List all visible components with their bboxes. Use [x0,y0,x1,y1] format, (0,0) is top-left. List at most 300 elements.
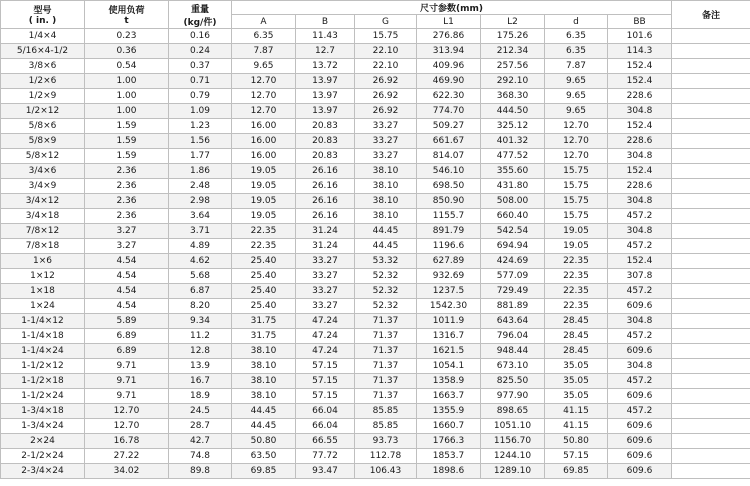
table-row [1,389,750,404]
cell-bb: 152.4 [608,74,672,89]
cell-g: 38.10 [355,179,417,194]
cell-l2: 977.90 [481,389,545,404]
cell-bb: 609.6 [608,299,672,314]
table-row [1,314,750,329]
cell-l2: 673.10 [481,359,545,374]
cell-remark [672,344,750,359]
cell-g: 33.27 [355,119,417,134]
cell-l1: 698.50 [417,179,481,194]
cell-d: 57.15 [545,449,608,464]
cell-remark [672,419,750,434]
cell-a: 22.35 [232,239,296,254]
cell-l2: 948.44 [481,344,545,359]
cell-remark [672,329,750,344]
table-row [1,224,750,239]
cell-d: 9.65 [545,89,608,104]
cell-model: 1×12 [1,269,85,284]
header-row [1,1,750,15]
cell-a: 6.35 [232,29,296,44]
cell-remark [672,239,750,254]
cell-weight: 4.62 [169,254,232,269]
cell-weight: 16.7 [169,374,232,389]
cell-a: 12.70 [232,89,296,104]
cell-b: 13.97 [296,89,355,104]
cell-weight: 1.56 [169,134,232,149]
cell-bb: 152.4 [608,164,672,179]
table-row [1,44,750,59]
cell-l1: 1542.30 [417,299,481,314]
cell-l2: 643.64 [481,314,545,329]
cell-b: 26.16 [296,164,355,179]
col-header-l1: L1 [417,15,481,29]
cell-g: 26.92 [355,104,417,119]
cell-a: 38.10 [232,374,296,389]
cell-d: 50.80 [545,434,608,449]
cell-l1: 313.94 [417,44,481,59]
cell-d: 6.35 [545,44,608,59]
table-row [1,449,750,464]
cell-l1: 1853.7 [417,449,481,464]
table-row [1,419,750,434]
cell-load: 6.89 [85,344,169,359]
cell-a: 38.10 [232,359,296,374]
cell-l1: 622.30 [417,89,481,104]
cell-d: 15.75 [545,164,608,179]
cell-model: 1-1/2×18 [1,374,85,389]
cell-l2: 257.56 [481,59,545,74]
cell-a: 19.05 [232,194,296,209]
cell-d: 15.75 [545,179,608,194]
cell-g: 71.37 [355,314,417,329]
cell-load: 2.36 [85,194,169,209]
cell-model: 2-3/4×24 [1,464,85,479]
cell-a: 38.10 [232,344,296,359]
cell-d: 35.05 [545,389,608,404]
cell-g: 33.27 [355,149,417,164]
cell-l1: 627.89 [417,254,481,269]
cell-load: 1.00 [85,104,169,119]
table-row [1,164,750,179]
cell-l1: 661.67 [417,134,481,149]
cell-l1: 1660.7 [417,419,481,434]
cell-weight: 11.2 [169,329,232,344]
cell-l1: 1316.7 [417,329,481,344]
cell-d: 22.35 [545,299,608,314]
cell-l1: 1196.6 [417,239,481,254]
cell-model: 2-1/2×24 [1,449,85,464]
cell-remark [672,314,750,329]
table-row [1,464,750,479]
cell-d: 22.35 [545,269,608,284]
cell-weight: 12.8 [169,344,232,359]
weight-unit: (kg/件) [183,17,217,28]
cell-remark [672,284,750,299]
cell-load: 1.59 [85,134,169,149]
cell-d: 22.35 [545,284,608,299]
cell-l2: 577.09 [481,269,545,284]
cell-a: 31.75 [232,314,296,329]
cell-b: 33.27 [296,269,355,284]
cell-remark [672,464,750,479]
col-header-bb: BB [608,15,672,29]
cell-b: 26.16 [296,194,355,209]
cell-remark [672,254,750,269]
cell-remark [672,359,750,374]
cell-bb: 457.2 [608,239,672,254]
cell-l2: 368.30 [481,89,545,104]
cell-l2: 1244.10 [481,449,545,464]
cell-g: 71.37 [355,329,417,344]
col-header-b: B [296,15,355,29]
cell-l2: 325.12 [481,119,545,134]
cell-l1: 276.86 [417,29,481,44]
cell-l1: 850.90 [417,194,481,209]
cell-a: 19.05 [232,209,296,224]
cell-load: 3.27 [85,224,169,239]
cell-d: 15.75 [545,194,608,209]
cell-model: 1-3/4×24 [1,419,85,434]
cell-a: 25.40 [232,299,296,314]
cell-weight: 13.9 [169,359,232,374]
cell-a: 25.40 [232,284,296,299]
cell-weight: 0.71 [169,74,232,89]
cell-d: 35.05 [545,374,608,389]
cell-bb: 152.4 [608,59,672,74]
cell-d: 12.70 [545,134,608,149]
cell-bb: 228.6 [608,89,672,104]
cell-model: 1×6 [1,254,85,269]
cell-load: 4.54 [85,284,169,299]
cell-a: 9.65 [232,59,296,74]
cell-bb: 304.8 [608,224,672,239]
cell-g: 52.32 [355,269,417,284]
cell-model: 2×24 [1,434,85,449]
cell-d: 41.15 [545,404,608,419]
cell-weight: 89.8 [169,464,232,479]
cell-load: 3.27 [85,239,169,254]
cell-bb: 457.2 [608,209,672,224]
cell-bb: 457.2 [608,329,672,344]
cell-weight: 1.09 [169,104,232,119]
cell-load: 2.36 [85,209,169,224]
cell-load: 4.54 [85,299,169,314]
cell-weight: 0.79 [169,89,232,104]
cell-model: 3/8×6 [1,59,85,74]
cell-bb: 609.6 [608,464,672,479]
cell-a: 16.00 [232,134,296,149]
cell-model: 3/4×12 [1,194,85,209]
cell-g: 93.73 [355,434,417,449]
table-row [1,59,750,74]
cell-a: 12.70 [232,104,296,119]
cell-load: 9.71 [85,359,169,374]
cell-bb: 152.4 [608,254,672,269]
cell-d: 9.65 [545,104,608,119]
cell-d: 28.45 [545,329,608,344]
cell-weight: 6.87 [169,284,232,299]
cell-l1: 1663.7 [417,389,481,404]
cell-model: 1×18 [1,284,85,299]
table-row [1,359,750,374]
table-row [1,329,750,344]
cell-remark [672,164,750,179]
cell-load: 16.78 [85,434,169,449]
table-row [1,149,750,164]
cell-g: 71.37 [355,344,417,359]
cell-l2: 660.40 [481,209,545,224]
cell-b: 66.55 [296,434,355,449]
cell-weight: 28.7 [169,419,232,434]
model-unit: ( in. ) [28,16,57,26]
cell-l2: 796.04 [481,329,545,344]
cell-a: 16.00 [232,119,296,134]
cell-bb: 457.2 [608,404,672,419]
col-header-load [85,1,169,29]
table-row [1,269,750,284]
cell-bb: 101.6 [608,29,672,44]
cell-model: 3/4×9 [1,179,85,194]
col-header-l2: L2 [481,15,545,29]
cell-l1: 891.79 [417,224,481,239]
cell-bb: 609.6 [608,434,672,449]
cell-l1: 774.70 [417,104,481,119]
cell-load: 1.59 [85,119,169,134]
table-row [1,209,750,224]
cell-a: 44.45 [232,404,296,419]
cell-l1: 814.07 [417,149,481,164]
cell-model: 1/2×6 [1,74,85,89]
cell-d: 69.85 [545,464,608,479]
cell-b: 66.04 [296,404,355,419]
cell-b: 20.83 [296,119,355,134]
cell-l1: 409.96 [417,59,481,74]
cell-load: 4.54 [85,269,169,284]
cell-l2: 825.50 [481,374,545,389]
cell-b: 20.83 [296,149,355,164]
cell-load: 1.59 [85,149,169,164]
cell-g: 53.32 [355,254,417,269]
cell-l1: 1011.9 [417,314,481,329]
cell-l1: 509.27 [417,119,481,134]
cell-g: 85.85 [355,404,417,419]
cell-weight: 0.16 [169,29,232,44]
cell-a: 22.35 [232,224,296,239]
cell-load: 9.71 [85,374,169,389]
cell-load: 34.02 [85,464,169,479]
cell-l2: 542.54 [481,224,545,239]
cell-remark [672,434,750,449]
cell-d: 7.87 [545,59,608,74]
cell-bb: 457.2 [608,284,672,299]
cell-g: 44.45 [355,224,417,239]
cell-l1: 1237.5 [417,284,481,299]
table-row [1,29,750,44]
cell-remark [672,224,750,239]
cell-b: 20.83 [296,134,355,149]
cell-weight: 1.23 [169,119,232,134]
cell-remark [672,374,750,389]
cell-bb: 228.6 [608,179,672,194]
cell-d: 9.65 [545,74,608,89]
cell-g: 38.10 [355,209,417,224]
cell-remark [672,179,750,194]
cell-remark [672,299,750,314]
cell-b: 26.16 [296,209,355,224]
cell-model: 1-1/4×24 [1,344,85,359]
cell-b: 13.72 [296,59,355,74]
cell-bb: 152.4 [608,119,672,134]
cell-weight: 3.71 [169,224,232,239]
cell-d: 15.75 [545,209,608,224]
cell-weight: 4.89 [169,239,232,254]
table-row [1,194,750,209]
cell-b: 57.15 [296,374,355,389]
cell-b: 77.72 [296,449,355,464]
cell-d: 6.35 [545,29,608,44]
cell-model: 1/4×4 [1,29,85,44]
cell-b: 33.27 [296,299,355,314]
cell-b: 47.24 [296,314,355,329]
cell-a: 44.45 [232,419,296,434]
cell-weight: 0.24 [169,44,232,59]
cell-remark [672,134,750,149]
cell-b: 66.04 [296,419,355,434]
cell-a: 31.75 [232,329,296,344]
cell-l1: 932.69 [417,269,481,284]
cell-l1: 1358.9 [417,374,481,389]
cell-model: 7/8×12 [1,224,85,239]
cell-remark [672,59,750,74]
cell-a: 38.10 [232,389,296,404]
cell-model: 5/8×6 [1,119,85,134]
table-row [1,434,750,449]
cell-weight: 2.98 [169,194,232,209]
cell-model: 1-1/4×18 [1,329,85,344]
table-row [1,89,750,104]
cell-model: 1-1/2×12 [1,359,85,374]
cell-b: 13.97 [296,74,355,89]
cell-l2: 508.00 [481,194,545,209]
model-label: 型号 [33,6,52,16]
cell-a: 12.70 [232,74,296,89]
cell-remark [672,89,750,104]
cell-a: 50.80 [232,434,296,449]
cell-d: 28.45 [545,344,608,359]
cell-model: 7/8×18 [1,239,85,254]
cell-weight: 1.77 [169,149,232,164]
cell-g: 15.75 [355,29,417,44]
cell-l2: 881.89 [481,299,545,314]
cell-l2: 401.32 [481,134,545,149]
cell-remark [672,149,750,164]
cell-l1: 1054.1 [417,359,481,374]
cell-a: 19.05 [232,179,296,194]
cell-b: 47.24 [296,344,355,359]
cell-l2: 1156.70 [481,434,545,449]
col-header-remark: 备注 [672,1,750,29]
table-row [1,299,750,314]
cell-d: 35.05 [545,359,608,374]
cell-bb: 307.8 [608,269,672,284]
cell-load: 12.70 [85,419,169,434]
load-label: 使用负荷 [108,6,145,16]
table-row [1,404,750,419]
cell-l2: 1051.10 [481,419,545,434]
cell-remark [672,449,750,464]
cell-l1: 1898.6 [417,464,481,479]
col-header-dimensions: 尺寸参数(mm) [232,1,672,15]
cell-bb: 609.6 [608,419,672,434]
cell-bb: 609.6 [608,344,672,359]
cell-l2: 424.69 [481,254,545,269]
cell-remark [672,194,750,209]
col-header-weight [169,1,232,29]
cell-l2: 444.50 [481,104,545,119]
cell-a: 7.87 [232,44,296,59]
cell-bb: 304.8 [608,314,672,329]
cell-l2: 175.26 [481,29,545,44]
cell-b: 11.43 [296,29,355,44]
cell-g: 71.37 [355,374,417,389]
cell-bb: 304.8 [608,149,672,164]
cell-g: 38.10 [355,164,417,179]
cell-weight: 2.48 [169,179,232,194]
table-row [1,179,750,194]
cell-bb: 609.6 [608,389,672,404]
cell-weight: 42.7 [169,434,232,449]
cell-l1: 1766.3 [417,434,481,449]
cell-load: 27.22 [85,449,169,464]
cell-remark [672,119,750,134]
cell-bb: 114.3 [608,44,672,59]
cell-g: 44.45 [355,239,417,254]
cell-model: 1×24 [1,299,85,314]
table-body [1,29,750,479]
cell-bb: 228.6 [608,134,672,149]
cell-load: 0.23 [85,29,169,44]
cell-g: 22.10 [355,59,417,74]
cell-l2: 694.94 [481,239,545,254]
col-header-g: G [355,15,417,29]
cell-model: 1-3/4×18 [1,404,85,419]
cell-model: 5/8×9 [1,134,85,149]
cell-g: 22.10 [355,44,417,59]
cell-load: 4.54 [85,254,169,269]
cell-weight: 9.34 [169,314,232,329]
cell-b: 47.24 [296,329,355,344]
cell-d: 19.05 [545,224,608,239]
cell-b: 31.24 [296,224,355,239]
cell-l1: 1355.9 [417,404,481,419]
cell-bb: 304.8 [608,104,672,119]
load-unit: t [124,16,129,26]
cell-remark [672,209,750,224]
cell-remark [672,389,750,404]
cell-model: 1-1/2×24 [1,389,85,404]
cell-model: 5/8×12 [1,149,85,164]
cell-d: 12.70 [545,149,608,164]
cell-b: 93.47 [296,464,355,479]
table-row [1,284,750,299]
cell-load: 1.00 [85,74,169,89]
cell-l2: 477.52 [481,149,545,164]
cell-l1: 546.10 [417,164,481,179]
cell-d: 22.35 [545,254,608,269]
cell-model: 1/2×12 [1,104,85,119]
cell-b: 33.27 [296,254,355,269]
cell-l2: 898.65 [481,404,545,419]
cell-g: 85.85 [355,419,417,434]
